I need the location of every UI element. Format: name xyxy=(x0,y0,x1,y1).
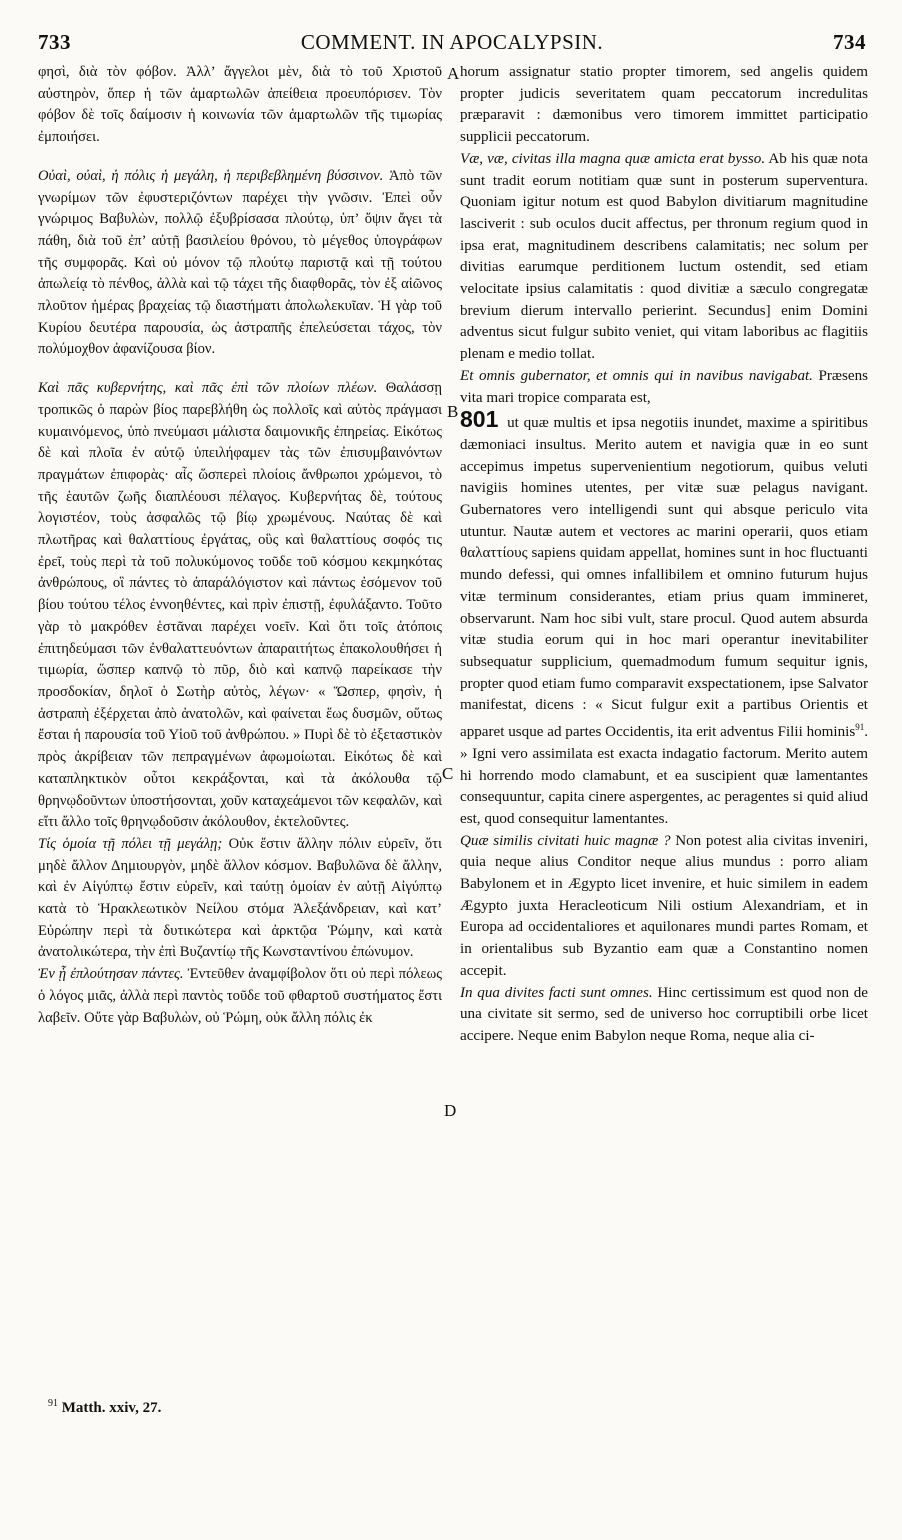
page-number-left: 733 xyxy=(38,30,71,54)
margin-letter: B xyxy=(447,402,459,421)
latin-paragraph: Et omnis gubernator, et omnis qui in navibus navigabat. Præsens vita mari tropice comparata est, 801 ut quæ multis et ipsa negotiis inundet, maxime a spiritibus dæmoniaci insultus. Merito autem et navigia quæ in eo sunt accepimus impetus supervenientium negotiorum, quibus veluti navigiis homines utentes, per vitæ suæ pelagus navigant. Gubernatores vero intelligendi sunt qui absque periculo vita utuntur. Nautæ autem et vectores ac marini operarii, quos etiam θαλαττίους sapiens quidam appellat, homines sunt in hoc fluctuanti mundo defessi, qui omnes infallibilem et omnino futurum hujus vitæ terminum considerantes, etiam prius quam immineret, observarunt. Nam hoc sibi vult, stare procul. Quod autem absurda vitæ studia eorum qui in hoc mari operantur inevitabiliter subsequatur supplicium, quemadmodum fumum sequitur ignis, propter quod etiam fumo comparavit exspectationem, ipse Salvator manifestat, dicens : « Sicut fulgur exit a partibus Orientis et apparet usque ad partes Occidentis, ita erit adventus Filii hominis$^{91}$. » Igni vero assimilata est exacta indagatio factorum. Merito autem hi horrendo modo clamabunt, et ea suscipient quæ lamentantes consequuntur, capita cinere aspergentes, ac peragentes si quid aliud est, quod consequitur lamentantes. xyxy=(460,367,868,827)
lemma: Quæ similis civitati huic magnæ ? xyxy=(460,832,671,849)
lemma: Οὐαὶ, οὐαὶ, ἡ πόλις ἡ μεγάλη, ἡ περιβεβλημένη βύσσινον. xyxy=(38,167,384,184)
greek-column xyxy=(38,62,442,1029)
greek-paragraph: φησὶ, διὰ τὸν φόβον. Ἀλλ’ ἄγγελοι μὲν, διὰ τὸ τοῦ Χριστοῦ αὐστηρὸν, ὅπερ ἡ τῶν ἁμαρτωλῶν ἀπείθεια προευπόρισεν. Τὸν φόβον δὲ τοῖς δαίμοσιν ἡ κοινωνία τῶν ἁμαρτωλῶν τῆς τιμωρίας ἐμποιήσει. xyxy=(38,64,442,146)
margin-letter: D xyxy=(444,1101,457,1120)
latin-paragraph: Quæ similis civitati huic magnæ ? Non potest alia civitas inveniri, quia neque alius Conditor neque alius mundus : porro aliam Babylonem et in Ægypto licet invenire, et huic similem in eadem Ægypto juxta Heracleoticum Nili ostium Alexandriam, et in Europa ad occidentaliores et aquilonares mundi partes Romam, et in orientalibus sub Byzantio eam quæ a Constantino nomen accepit. xyxy=(460,832,868,979)
greek-paragraph: Καὶ πᾶς κυβερνήτης, καὶ πᾶς ἐπὶ τῶν πλοίων πλέων. Θαλάσσῃ τροπικῶς ὁ παρὼν βίος παρεβλήθη ὡς πολλοῖς καὶ αὐτὸς πράγμασι κυμαινόμενος, ὑπὸ πνεύμασι μάλιστα δαιμονικῆς ἐπηρείας. Εἰκότως δὲ καὶ πλοῖα ἐν αὐτῷ ὑπειλήφαμεν τὰς τῶν ἐπισυμβαινόντων πραγμάτων ἐπιφορὰς· αἷς ὥσπερεὶ πλοίοις ἄνθρωποι χρώμενοι, τὸ τῆς ἑαυτῶν ζωῆς διαπλέουσι πέλαγος. Κυβερνήτας δὲ, τούτους λογιστέον, τοὺς ἀσφαλῶς τῷ βίῳ χρωμένους. Ναύτας δὲ καὶ πλωτῆρας καὶ θαλαττίους ἐργάτας, οὓς καὶ θαλαττίους σοφός τις ἐρεῖ, τοὺς περὶ τὰ τοῦ πολυκύμονος τοῦδε τοῦ κόσμου κεκμηκότας ἀνθρώπους, οἳ πάντες τὸ ἀπαράλόγιστον καὶ πάντως ἐσόμενον τοῦ βίου τούτου τέλος ἐννοηθέντες, καὶ πρὶν ἐπιστῇ, ἐφυλάξαντο. Τοῦτο γὰρ τὸ μακρόθεν ἑστᾶναι παρέχει νοεῖν. Καὶ ὅτι τοῖς ἀτόποις ἐπιτηδεύμασι τῶν ἐνθαλαττευόντων ἀπαραιτήτως ἐπακολουθήσει ἡ τιμωρία, ὥσπερ καπνῷ τὸ πῦρ, διὸ καὶ καπνῷ παρείκασε τὴν προσδοκίαν, δηλοῖ ὁ Σωτὴρ αὐτὸς, λέγων· « Ὥσπερ, φησὶν, ἡ ἀστραπὴ ἐξέρχεται ἀπὸ ἀνατολῶν, καὶ φαίνεται ἕως δυσμῶν, οὕτως ἔσται ἡ παρουσία τοῦ Υἱοῦ τοῦ ἀνθρώπου. » Πυρὶ δὲ τὸ ἐξεταστικὸν πρὸς ἀκρίβειαν τῶν πεπραγμένων ἀφωμοίωται. Εἰκότως δὲ καὶ καταπληκτικὸν οὗτοι κεκράξονται, καὶ τὰ ἀκόλουθα τῷ θρηνῳδοῦντων ὑποστήσονται, χοῦν καταχεάμενοι τῶν κεφαλῶν, καὶ εἴτι ἄλλο τοῖς θρηνῳδοῦσιν ἀκόλουθον, ἐκτελοῦντες. xyxy=(38,380,442,831)
lemma: In qua divites facti sunt omnes. xyxy=(460,984,653,1001)
lemma: Τίς ὁμοία τῇ πόλει τῇ μεγάλῃ; xyxy=(38,835,223,852)
running-title: COMMENT. IN APOCALYPSIN. xyxy=(300,30,604,54)
latin-paragraph: Væ, væ, civitas illa magna quæ amicta erat bysso. Ab his quæ nota sunt tradit eorum notitiam quæ sunt in posterum superventura. Quoniam igitur notum est quod Babylon divitiarum magnitudine lasciverit : sub oculos ducit affectus, per thronum regium quod in ipsa erat, magnitudinem describens calamitatis; nec solum per divitias earumque perditionem luctum ostendit, sed etiam velocitate ipsius calamitatis : quod divitiæ a sæculo congregatæ brevium dierum intervallo perierint. Secundus] enim Domini adventus sicut fulgur subito veniet, qui vitam laboribus ac flagitiis plenam e medio tollat. xyxy=(460,150,868,363)
lemma: Καὶ πᾶς κυβερνήτης, καὶ πᾶς ἐπὶ τῶν πλοίων πλέων. xyxy=(38,380,378,397)
lemma: Væ, væ, civitas illa magna quæ amicta erat bysso. xyxy=(460,150,766,167)
footnote-mark: 91 xyxy=(48,1398,58,1409)
latin-column xyxy=(460,62,868,1048)
greek-paragraph: Ἐν ᾗ ἐπλούτησαν πάντες. Ἐντεῦθεν ἀναμφίβολον ὅτι οὐ περὶ πόλεως ὁ λόγος μιᾶς, ἀλλὰ περὶ παντὸς τοῦδε τοῦ φθαρτοῦ συστήματος ἔστι λαβεῖν. Οὔτε γὰρ Βαβυλὼν, οὐ Ῥώμη, οὐκ ἄλλη πόλις ἐκ xyxy=(38,966,443,1026)
running-header xyxy=(38,30,866,60)
footnote-ref: 91 xyxy=(855,722,865,733)
footnote xyxy=(48,1398,161,1417)
margin-letter: A xyxy=(447,64,460,83)
greek-paragraph: Οὐαὶ, οὐαὶ, ἡ πόλις ἡ μεγάλη, ἡ περιβεβλημένη βύσσινον. Ἀπὸ τῶν γνωρίμων τῶν ἐφυστεριζόντων παρέχει τὴν γνῶσιν. Ἐπεὶ οὖν γνώριμος Βαβυλὼν, πολλῷ ἐξυβρίσασα πλούτῳ, ὑπ’ ὄψιν ἄγει τὰ πάθη, διὰ τοῦ ἐπ’ αὐτῇ βασιλείου θρόνου, τὸ μέγεθος ὑπογράφων τῆς συμφορᾶς. Καὶ οὐ μόνον τῷ πλούτῳ παριστᾷ καὶ τῇ τούτου ἀπωλείᾳ τὸ πένθος, ἀλλὰ καὶ τῷ τάχει τῆς διαφθορᾶς, τὸν ἐξ αἰῶνος πλοῦτον ἡμέρας βραχείας τῷ διαστήματι ἀπολωλεκυῖαν. Ἡ γὰρ τοῦ Κυρίου δευτέρα παρουσία, ὡς ἀστραπῆς ἐπελεύσεται τάχος, τὸν πολύμοχθον ἀφανίζουσα βίον. xyxy=(38,167,442,358)
latin-paragraph: In qua divites facti sunt omnes. Hinc certissimum est quod non de una civitate sit sermo, sed de universo hoc corruptibili orbe licet accipere. Neque enim Babylon neque Roma, neque alia ci- xyxy=(460,984,868,1044)
greek-paragraph: Τίς ὁμοία τῇ πόλει τῇ μεγάλῃ; Οὐκ ἔστιν ἄλλην πόλιν εὑρεῖν, ὅτι μηδὲ ἄλλον Δημιουργὸν, μηδὲ ἄλλον κόσμον. Βαβυλῶνα δὲ ἄλλην, καὶ ἐν Αἰγύπτῳ ἔστιν εὑρεῖν, καὶ ταύτῃ ὁμοίαν ἐν αὐτῇ Αἰγύπτῳ κατὰ τὸ Ἡρακλεωτικὸν Νείλου στόμα Ἀλεξάνδρειαν, καὶ κατ’ Εὐρώπην περὶ τὰ δυτικώτερα καὶ ἀρκτῷα Ῥώμην, καὶ κατὰ ἀνατολικώτερα, τὴν ἐπὶ Βυζαντίῳ τῆς Κωνσταντίνου ἐπώνυμον. xyxy=(38,835,442,961)
lemma: Ἐν ᾗ ἐπλούτησαν πάντες. xyxy=(38,966,184,983)
latin-paragraph: horum assignatur statio propter timorem, sed angelis quidem propter judicis severitatem quam peccatorum incredulitas præparavit : dæmonibus vero timorem immittet participatio supplicii peccatorum. xyxy=(460,64,868,146)
migne-column-number: 801 xyxy=(460,406,499,433)
lemma: Et omnis gubernator, et omnis qui in navibus navigabat. xyxy=(460,367,813,384)
footnote-text: Matth. xxiv, 27. xyxy=(61,1400,162,1416)
page-number-right: 734 xyxy=(833,30,866,54)
margin-letter: C xyxy=(442,764,454,783)
